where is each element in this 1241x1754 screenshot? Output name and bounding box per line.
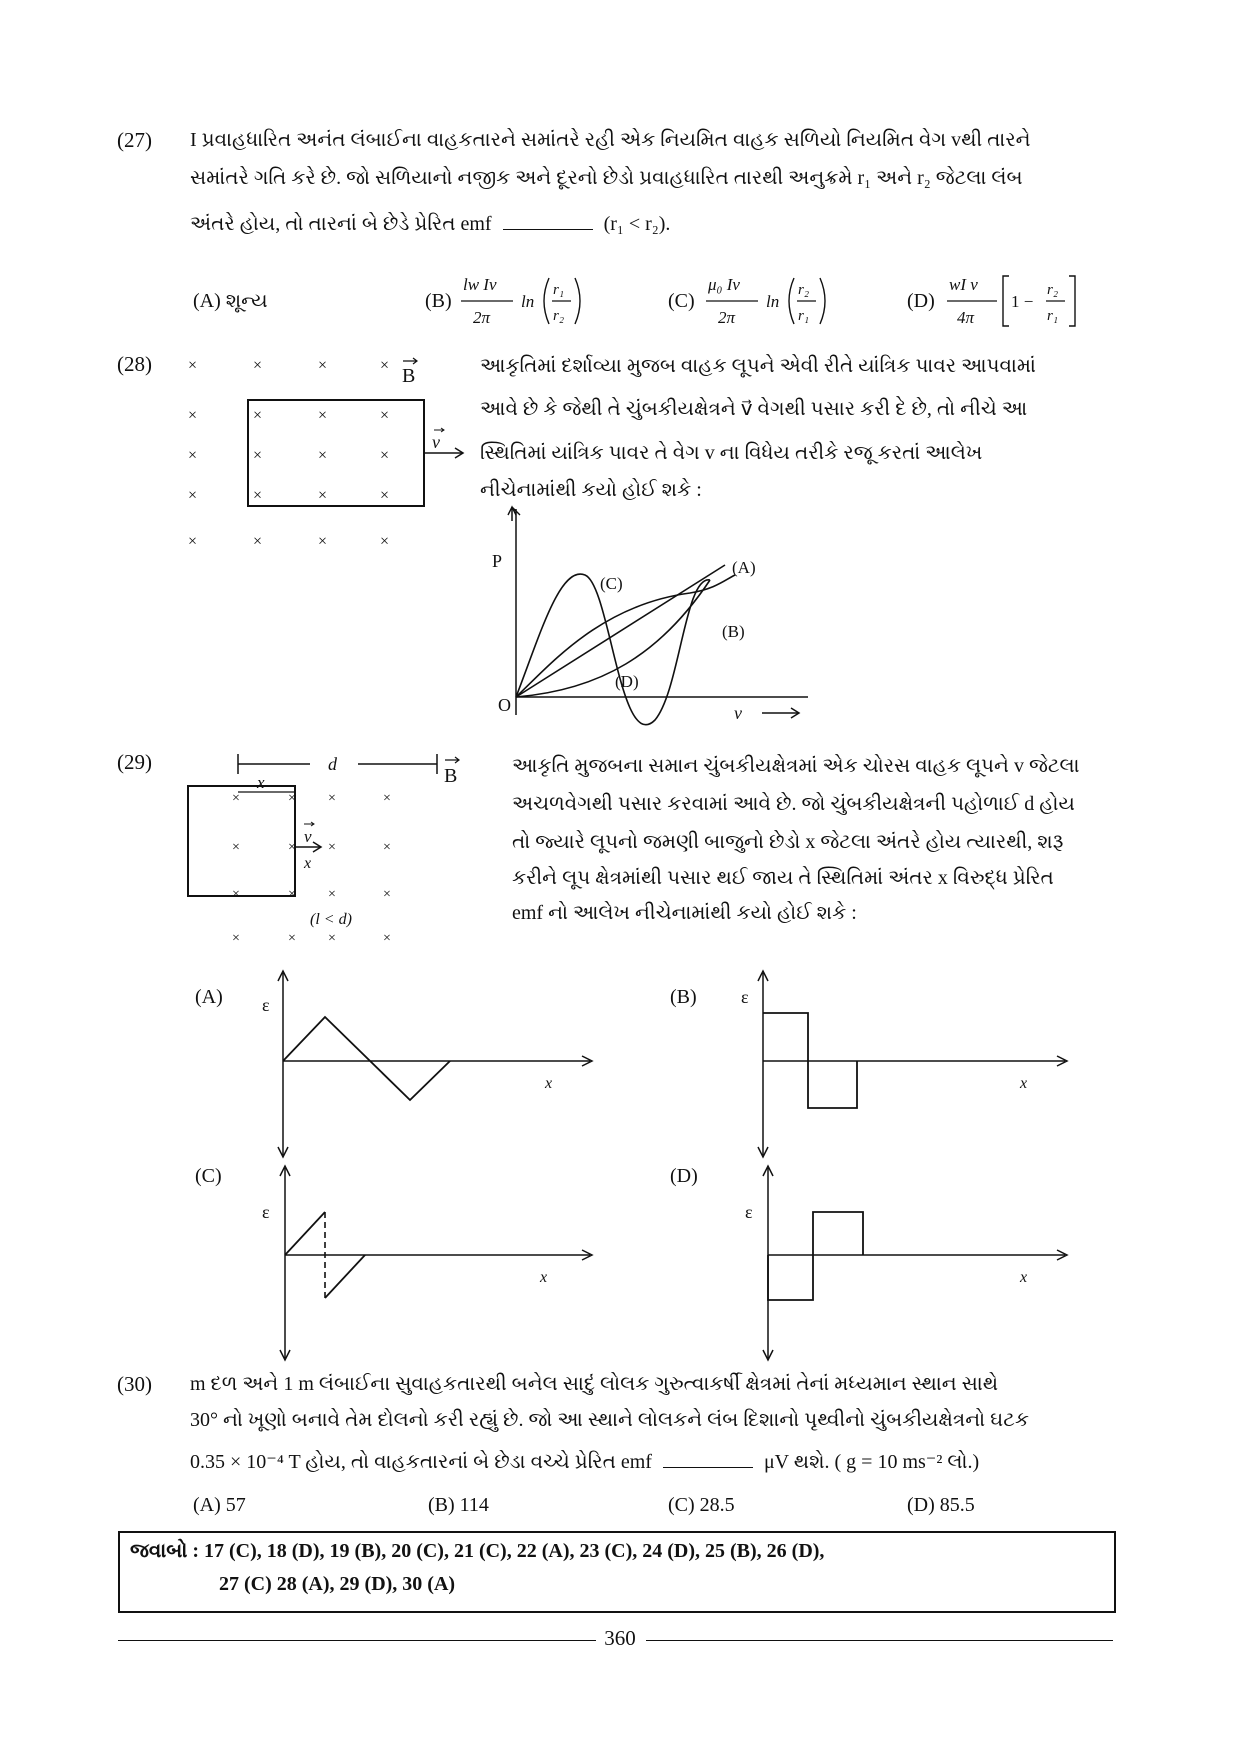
q30-option-c	[668, 1494, 735, 1517]
q27-option-c-num: μ₀ Iv	[708, 275, 740, 294]
q27-line3-text: અંતરે હોય, તો તારનાં બે છેડે પ્રેરિત emf	[190, 213, 492, 235]
svg-text:×: ×	[188, 447, 198, 464]
svg-text:×: ×	[288, 791, 296, 806]
svg-text:×: ×	[380, 407, 390, 424]
q29-line2: અચળવેગથી પસાર કરવામાં આવે છે. જો ચુંબકીયક્ષેત્રની પહોળાઈ d હોય	[512, 793, 1075, 815]
q28-number: (28)	[117, 352, 152, 376]
q29-graph-d	[665, 1160, 1085, 1360]
q27-number: (27)	[117, 128, 152, 152]
q29-fig-xr: x	[304, 855, 312, 872]
footer-rule-left	[118, 1640, 596, 1641]
answer-key-line2: 27 (C) 28 (A), 29 (D), 30 (A)	[219, 1573, 456, 1595]
right-paren	[575, 278, 580, 324]
svg-text:×: ×	[232, 931, 240, 946]
emf-trace	[768, 1212, 863, 1300]
left-paren	[544, 278, 549, 324]
q28-field-label: B	[402, 365, 416, 387]
svg-text:×: ×	[383, 840, 391, 855]
q27-option-d-inner-num: r₂	[1047, 282, 1059, 298]
svg-text:×: ×	[383, 931, 391, 946]
arrow-head-icon	[508, 507, 520, 515]
q30-option-b	[428, 1494, 489, 1517]
svg-text:×: ×	[253, 487, 263, 504]
q27-blank	[503, 211, 593, 230]
q28-label-b: (B)	[722, 622, 745, 641]
q29-graph-c-ylabel: ε	[262, 1202, 270, 1222]
svg-text:×: ×	[328, 887, 336, 902]
svg-text:×: ×	[328, 931, 336, 946]
svg-text:×: ×	[318, 407, 328, 424]
svg-text:×: ×	[380, 357, 390, 374]
q29-line1: આકૃતિ મુજબના સમાન ચુંબકીયક્ષેત્રમાં એક ચોરસ વાહક લૂપને v જેટલા	[512, 755, 1080, 777]
q29-line3: તો જ્યારે લૂપનો જમણી બાજુનો છેડો x જેટલા અંતરે હોય ત્યારથી, શરૂ	[512, 831, 1064, 853]
q28-power-graph	[480, 505, 820, 730]
svg-text:×: ×	[253, 357, 263, 374]
q28-line2: આવે છે કે જેથી તે ચુંબકીયક્ષેત્રને v⃗ વેગથી પસાર કરી દે છે, તો નીચે આ	[480, 398, 1028, 420]
q30-option-a-value: 57	[225, 1494, 246, 1516]
q27-option-c-ln: ln	[766, 292, 780, 311]
q30-option-d-value: 85.5	[939, 1494, 975, 1516]
q28-line3: સ્થિતિમાં યાંત્રિક પાવર તે વેગ v ના વિધેય તરીકે રજૂ કરતાં આલેખ	[480, 442, 983, 464]
right-bracket	[1069, 276, 1075, 326]
svg-text:×: ×	[288, 840, 296, 855]
emf-trace	[283, 1017, 450, 1100]
q27-option-c-label: (C)	[668, 290, 695, 312]
q27-option-d-one: 1 −	[1011, 292, 1034, 311]
svg-text:×: ×	[188, 407, 198, 424]
q30-option-a-label: (A)	[193, 1494, 221, 1516]
q27-option-d-num: wI v	[949, 275, 978, 294]
q29-graph-c-xlabel: x	[540, 1269, 548, 1286]
q27-option-b	[425, 270, 615, 340]
right-paren	[820, 278, 825, 324]
svg-text:×: ×	[253, 533, 263, 550]
q27-option-a-text: શૂન્ય	[225, 290, 268, 312]
left-bracket	[1003, 276, 1009, 326]
conducting-loop	[248, 400, 424, 506]
svg-text:×: ×	[318, 487, 328, 504]
q30-line3	[190, 1446, 979, 1478]
svg-text:×: ×	[380, 487, 390, 504]
q27-option-b-den: 2π	[473, 308, 491, 327]
q29-graph-a-ylabel: ε	[262, 995, 270, 1015]
q30-option-d	[907, 1494, 975, 1517]
svg-text:×: ×	[288, 887, 296, 902]
q28-label-a: (A)	[732, 558, 756, 577]
q27-option-c-den: 2π	[718, 308, 736, 327]
q29-fig-x: x	[257, 773, 265, 792]
q27-line3	[190, 208, 670, 240]
svg-text:×: ×	[232, 887, 240, 902]
q27-option-d-den: 4π	[957, 308, 975, 327]
q27-condition: (r₁ < r₂).	[603, 213, 671, 235]
q30-option-c-label: (C)	[668, 1494, 695, 1516]
q27-option-b-ln: ln	[521, 292, 535, 311]
curve-d	[516, 574, 710, 725]
q30-line3-end: μV થશે. ( g = 10 ms⁻² લો.)	[763, 1451, 980, 1473]
svg-text:×: ×	[232, 840, 240, 855]
svg-text:×: ×	[318, 533, 328, 550]
q29-graph-c-label: (C)	[195, 1165, 222, 1187]
q28-graph-ylabel: P	[492, 551, 503, 571]
q30-option-c-value: 28.5	[699, 1494, 735, 1516]
q30-line2: 30° નો ખૂણો બનાવે તેમ દોલનો કરી રહ્યું છે. જો આ સ્થાને લોલકને લંબ દિશાનો પૃથ્વીનો ચુંબકીયક્ષેત્રનો ઘટક	[190, 1409, 1029, 1431]
q29-graph-b-xlabel: x	[1020, 1075, 1028, 1092]
q28-label-d: (D)	[615, 672, 639, 691]
q27-line2: સમાંતરે ગતિ કરે છે. જો સળિયાનો નજીક અને દૂરનો છેડો પ્રવાહધારિત તારથી અનુક્રમે r₁ અને r₂ જેટલા લંબ	[190, 167, 1023, 189]
q29-fig-v: v	[304, 827, 312, 846]
svg-text:×: ×	[188, 487, 198, 504]
q29-graph-b-ylabel: ε	[741, 987, 749, 1007]
q28-graph-xlabel: v	[734, 703, 742, 723]
svg-text:×: ×	[188, 357, 198, 374]
q29-line4: કરીને લૂપ ક્ષેત્રમાંથી પસાર થઈ જાય તે સ્થિતિમાં અંતર x વિરુદ્ધ પ્રેરિત	[512, 867, 1054, 889]
q30-option-b-value: 114	[459, 1494, 489, 1516]
svg-text:×: ×	[328, 840, 336, 855]
q29-graph-a	[190, 965, 610, 1165]
q27-option-b-label: (B)	[425, 290, 452, 312]
q28-label-c: (C)	[600, 574, 623, 593]
q27-option-d-label: (D)	[907, 290, 935, 312]
svg-text:×: ×	[328, 791, 336, 806]
q29-graph-a-label: (A)	[195, 986, 223, 1008]
q30-line1: m દળ અને 1 m લંબાઈના સુવાહકતારથી બનેલ સાદું લોલક ગુરુત્વાકર્ષી ક્ષેત્રમાં તેનાં મધ્યમાન સ્થાન સાથે	[190, 1373, 999, 1395]
q29-graph-a-xlabel: x	[545, 1075, 553, 1092]
q29-fig-cond: (l < d)	[310, 911, 352, 928]
q29-field-label: B	[444, 765, 458, 787]
q30-option-a	[193, 1494, 246, 1517]
svg-text:×: ×	[253, 447, 263, 464]
q28-graph-origin: O	[498, 695, 511, 715]
svg-text:×: ×	[318, 447, 328, 464]
page-number: 360	[604, 1626, 636, 1650]
svg-text:×: ×	[380, 533, 390, 550]
q28-line1: આકૃતિમાં દર્શાવ્યા મુજબ વાહક લૂપને એવી રીતે યાંત્રિક પાવર આપવામાં	[480, 355, 1036, 377]
q29-line5: emf નો આલેખ નીચેનામાંથી કયો હોઈ શકે :	[512, 902, 857, 924]
q27-option-b-inner-num: r₁	[553, 282, 565, 298]
q27-option-b-inner-den: r₂	[553, 308, 565, 324]
q30-line3-text: 0.35 × 10⁻⁴ T હોય, તો વાહકતારનાં બે છેડા વચ્ચે પ્રેરિત emf	[190, 1451, 652, 1473]
q27-option-a-label: (A)	[193, 290, 221, 312]
vector-arrow-icon	[403, 358, 417, 364]
svg-text:×: ×	[288, 931, 296, 946]
q30-number: (30)	[117, 1372, 152, 1396]
svg-text:×: ×	[383, 791, 391, 806]
q29-graph-b-label: (B)	[670, 986, 697, 1008]
vector-arrow-icon	[445, 757, 459, 763]
square-loop	[188, 786, 295, 896]
field-crosses	[188, 357, 389, 550]
q27-option-d	[907, 270, 1097, 340]
answer-key-box	[118, 1531, 1116, 1613]
footer-rule-right	[646, 1640, 1113, 1641]
emf-trace-return	[325, 1255, 365, 1298]
q28-loop-figure	[180, 350, 470, 560]
q28-line4: નીચેનામાંથી કયો હોઈ શકે :	[480, 479, 702, 501]
q29-graph-d-ylabel: ε	[745, 1202, 753, 1222]
q29-graph-d-label: (D)	[670, 1165, 698, 1187]
q29-graph-b	[665, 965, 1085, 1165]
q27-option-c	[668, 270, 858, 340]
vector-arrow-icon	[304, 822, 314, 826]
q29-number: (29)	[117, 750, 152, 774]
svg-text:×: ×	[253, 407, 263, 424]
answer-key-line1: જવાબો : 17 (C), 18 (D), 19 (B), 20 (C), 21 (C), 22 (A), 23 (C), 24 (D), 25 (B), 26 (D),	[130, 1540, 825, 1562]
q27-option-b-num: lw Iv	[463, 275, 497, 294]
q30-option-b-label: (B)	[428, 1494, 455, 1516]
q27-option-a	[193, 290, 268, 313]
q27-option-c-inner-num: r₂	[798, 282, 810, 298]
svg-text:×: ×	[380, 447, 390, 464]
q28-velocity-label: v	[432, 432, 440, 452]
svg-text:×: ×	[383, 887, 391, 902]
q27-line1: I પ્રવાહધારિત અનંત લંબાઈના વાહકતારને સમાંતરે રહી એક નિયમિત વાહક સળિયો નિયમિત વેગ vથી તારને	[190, 129, 1031, 151]
q30-option-d-label: (D)	[907, 1494, 935, 1516]
q29-graph-c	[190, 1160, 610, 1360]
svg-text:×: ×	[188, 533, 198, 550]
q27-option-c-inner-den: r₁	[798, 308, 810, 324]
emf-trace-rise	[285, 1212, 325, 1255]
q29-graph-d-xlabel: x	[1020, 1269, 1028, 1286]
q30-blank	[663, 1449, 753, 1468]
q29-loop-figure	[180, 750, 480, 960]
q29-fig-d: d	[328, 754, 337, 774]
left-paren	[789, 278, 794, 324]
q27-option-d-inner-den: r₁	[1047, 308, 1059, 324]
svg-text:×: ×	[232, 791, 240, 806]
svg-text:×: ×	[318, 357, 328, 374]
